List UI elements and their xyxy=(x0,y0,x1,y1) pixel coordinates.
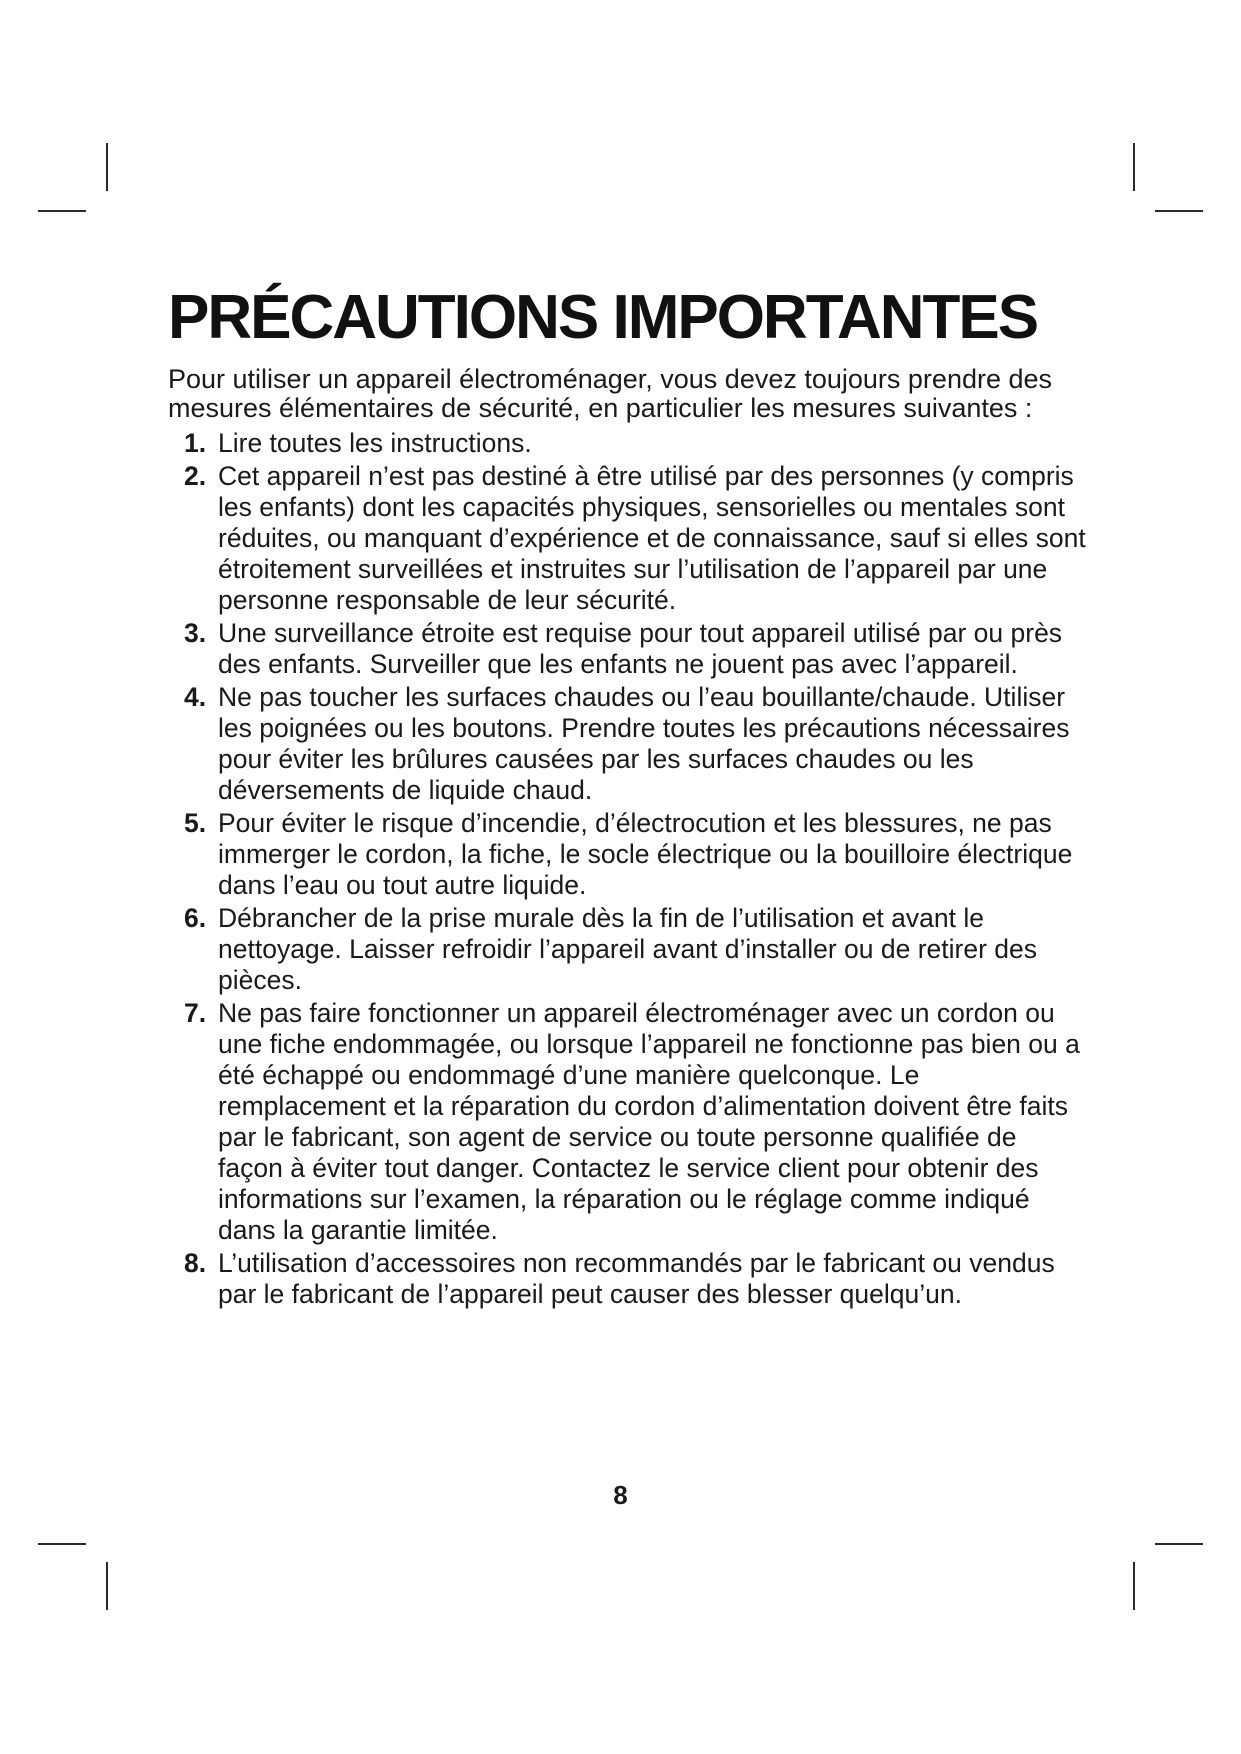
list-item xyxy=(168,808,1088,901)
item-number: 8. xyxy=(184,1248,207,1278)
item-text: Cet appareil n’est pas destiné à être utilisé par des personnes (y compris les enfants) dont les capacités physiques, sensorielles ou mentales sont réduites, ou manquant d’expérience et de connaissance, sauf si elles sont étroitement surveillées et instruites sur l’utilisation de l’appareil par une personne responsable de leur sécurité. xyxy=(218,461,1086,615)
list-item xyxy=(168,618,1088,680)
precautions-list xyxy=(168,428,1088,1310)
page-title: PRÉCAUTIONS IMPORTANTES xyxy=(168,283,1038,352)
list-item xyxy=(168,428,1088,459)
item-number: 6. xyxy=(184,903,207,933)
list-item xyxy=(168,903,1088,996)
crop-mark-top-right-vertical xyxy=(1133,143,1135,191)
crop-mark-top-left-horizontal xyxy=(38,210,86,212)
list-item xyxy=(168,1248,1088,1310)
item-text: L’utilisation d’accessoires non recommandés par le fabricant ou vendus par le fabricant de l’appareil peut causer des blesser quelqu’un. xyxy=(218,1248,1055,1309)
list-item xyxy=(168,461,1088,616)
item-text: Lire toutes les instructions. xyxy=(218,428,532,458)
item-text: Ne pas faire fonctionner un appareil électroménager avec un cordon ou une fiche endommagée, ou lorsque l’appareil ne fonctionne pas bien ou a été échappé ou endommagé d’une manière quelconque. Le remplacement et la réparation du cordon d’alimentation doivent être faits par le fabricant, son agent de service ou toute personne qualifiée de façon à éviter tout danger. Contactez le service client pour obtenir des informations sur l’examen, la réparation ou le réglage comme indiqué dans la garantie limitée. xyxy=(218,998,1080,1245)
crop-mark-bottom-right-vertical xyxy=(1133,1562,1135,1610)
item-text: Ne pas toucher les surfaces chaudes ou l’eau bouillante/chaude. Utiliser les poignées ou les boutons. Prendre toutes les précautions nécessaires pour éviter les brûlures causées par les surfaces chaudes ou les déversements de liquide chaud. xyxy=(218,682,1070,805)
crop-mark-top-left-vertical xyxy=(106,143,108,191)
intro-paragraph: Pour utiliser un appareil électroménager, vous devez toujours prendre des mesures élémentaires de sécurité, en particulier les mesures suivantes : xyxy=(168,364,1053,423)
crop-mark-bottom-left-horizontal xyxy=(38,1543,86,1545)
list-item xyxy=(168,998,1088,1246)
item-number: 4. xyxy=(184,682,207,712)
item-number: 7. xyxy=(184,998,207,1028)
item-text: Une surveillance étroite est requise pour tout appareil utilisé par ou près des enfants. Surveiller que les enfants ne jouent pas avec l’appareil. xyxy=(218,618,1063,679)
list-item xyxy=(168,682,1088,806)
item-number: 5. xyxy=(184,808,207,838)
page-number: 8 xyxy=(613,1480,628,1510)
document-content xyxy=(168,283,1088,1312)
item-number: 3. xyxy=(184,618,207,648)
item-number: 1. xyxy=(184,428,207,458)
item-number: 2. xyxy=(184,461,207,491)
item-text: Pour éviter le risque d’incendie, d’électrocution et les blessures, ne pas immerger le cordon, la fiche, le socle électrique ou la bouilloire électrique dans l’eau ou tout autre liquide. xyxy=(218,808,1073,900)
crop-mark-bottom-right-horizontal xyxy=(1155,1543,1203,1545)
crop-mark-bottom-left-vertical xyxy=(106,1562,108,1610)
item-text: Débrancher de la prise murale dès la fin de l’utilisation et avant le nettoyage. Laisser refroidir l’appareil avant d’installer ou de retirer des pièces. xyxy=(218,903,1037,995)
crop-mark-top-right-horizontal xyxy=(1155,210,1203,212)
